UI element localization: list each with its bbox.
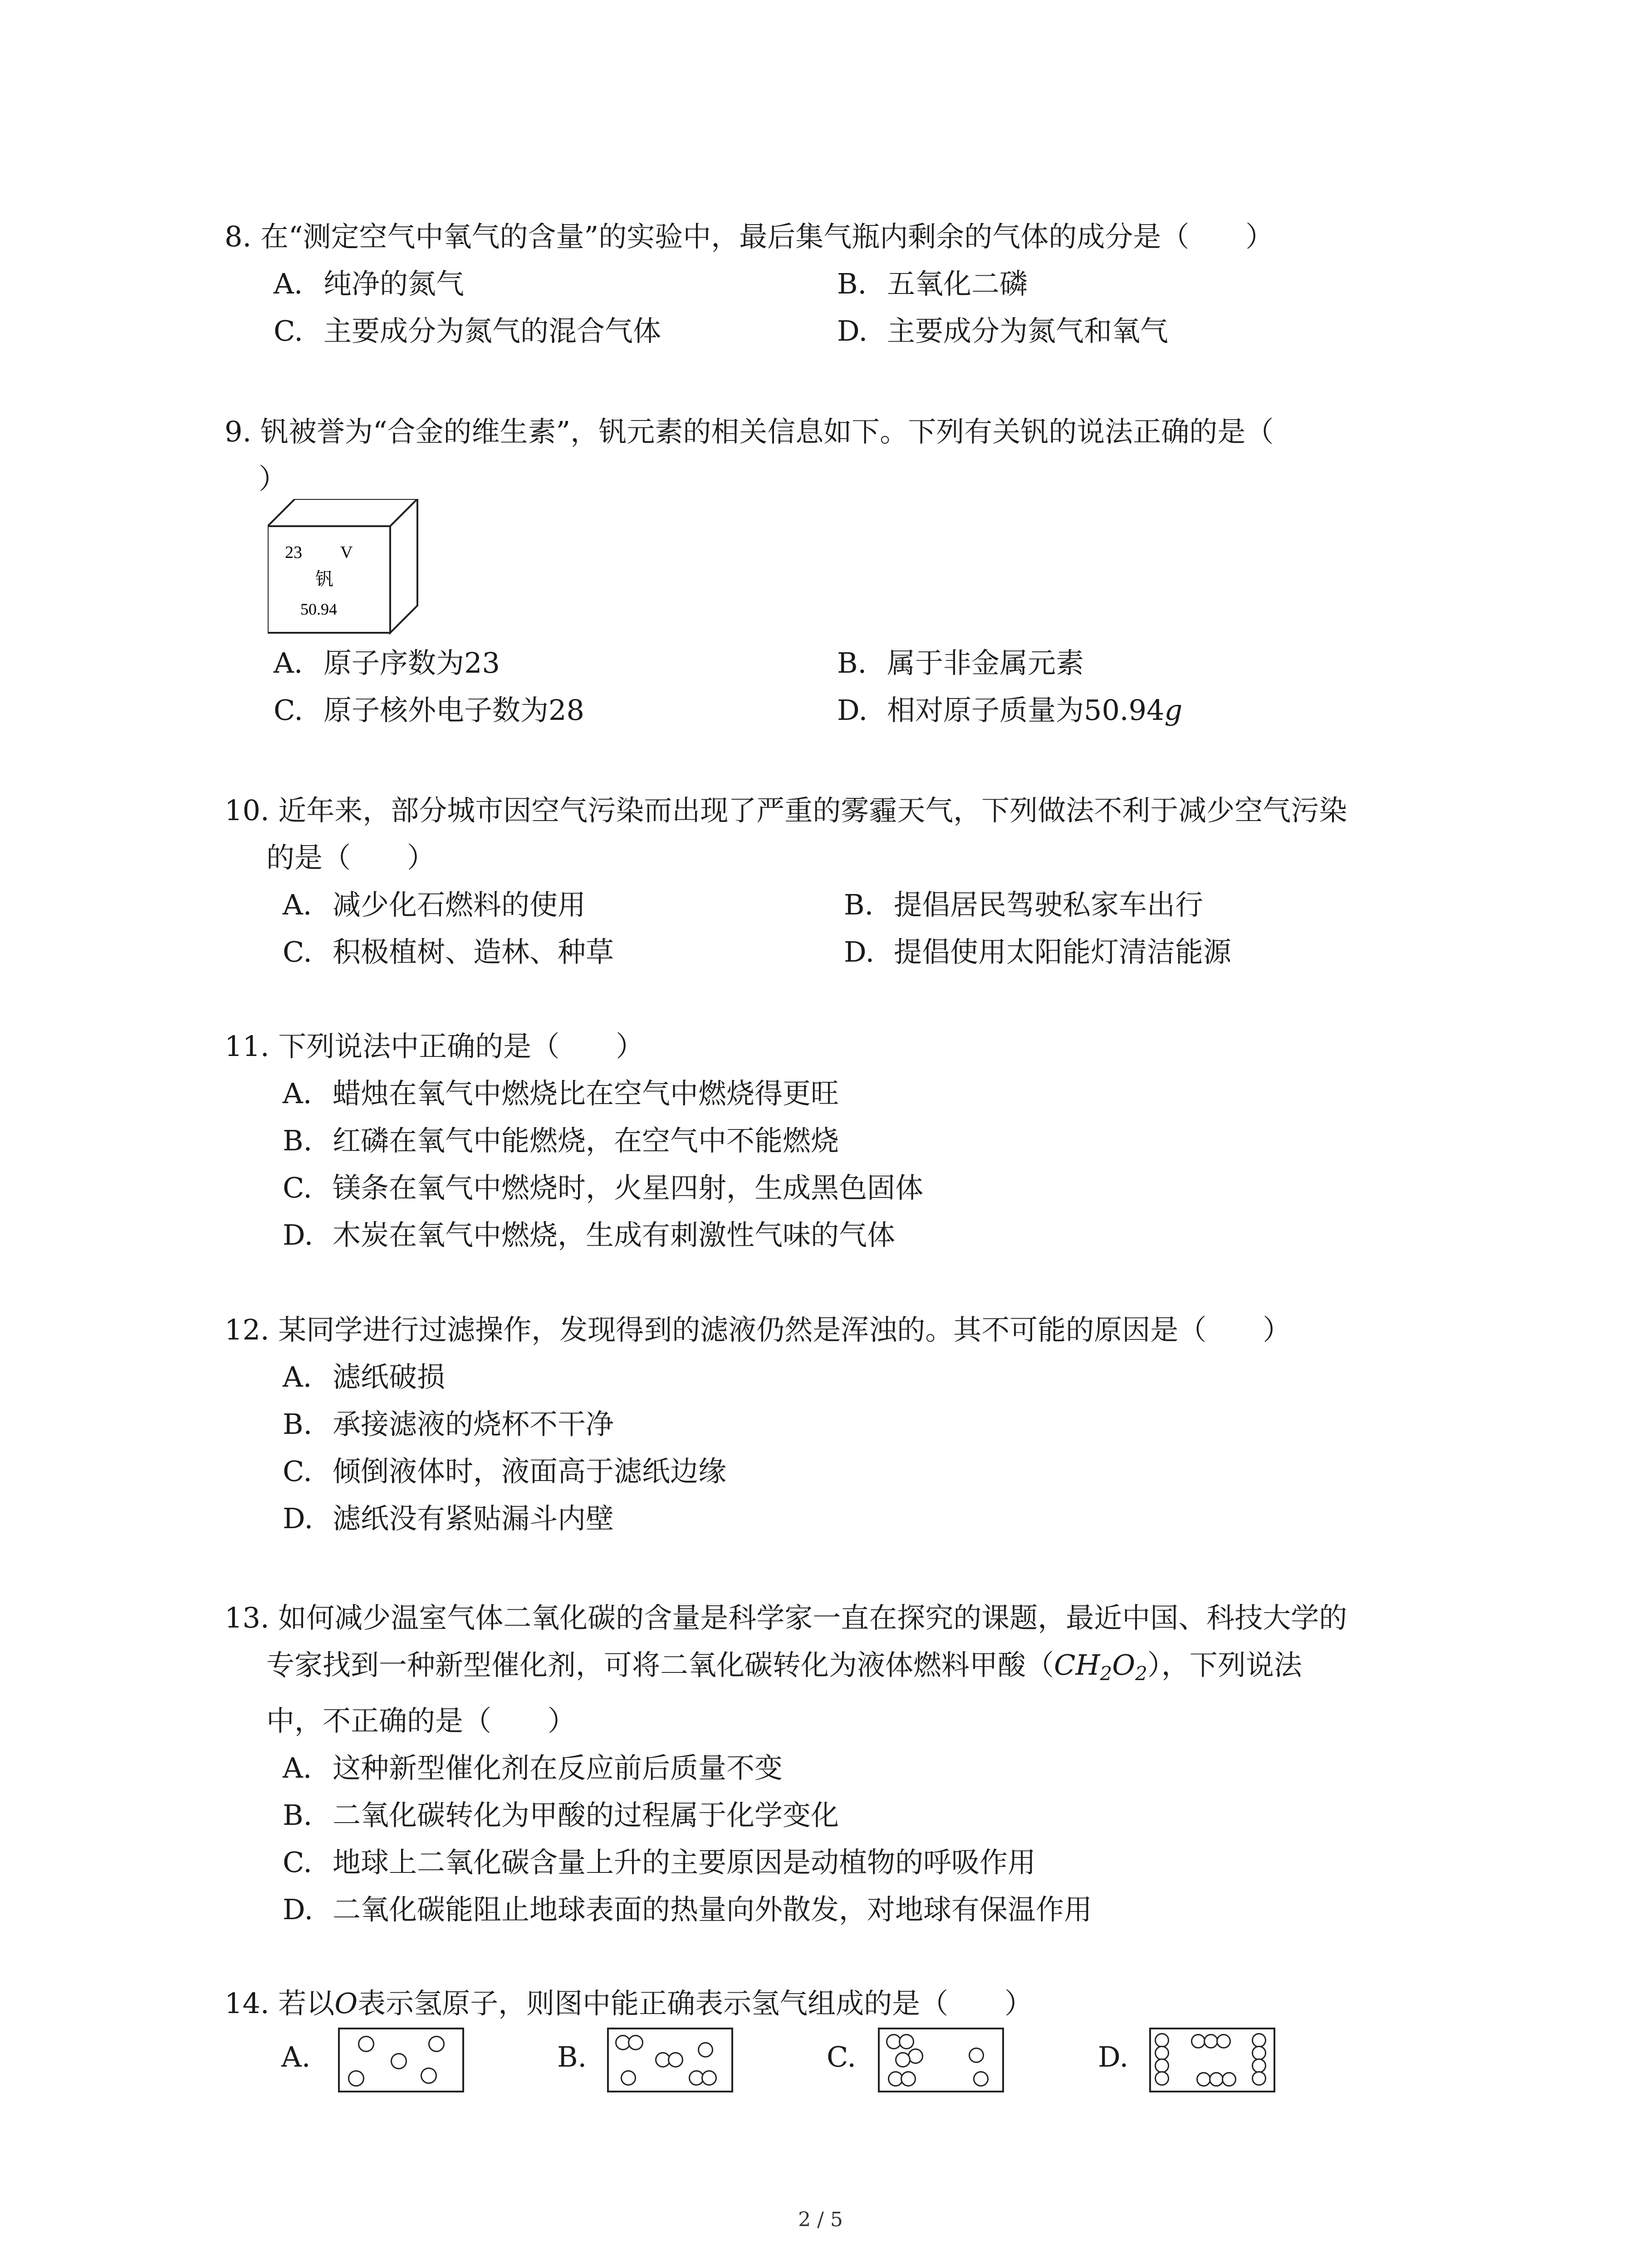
option-c-diagram[interactable] (878, 2028, 1004, 2092)
question-stem-continued: ） (259, 462, 287, 495)
page-number: 2 / 5 (798, 2208, 843, 2231)
option-d[interactable]: D. 主要成分为氮气和氧气 (837, 314, 1169, 347)
hydrogen-atom (895, 2052, 911, 2068)
option-c[interactable]: C. 原子核外电子数为28 (274, 694, 584, 727)
option-row (225, 687, 1450, 734)
atomic-mass: 50.94 (300, 600, 337, 618)
option-a-label[interactable]: A. (281, 2040, 311, 2073)
option-b[interactable]: B. 提倡居民驾驶私家车出行 (844, 888, 1204, 921)
hydrogen-atom (358, 2036, 374, 2052)
hydrogen-atom (701, 2070, 717, 2086)
question-stem: 8. 在“测定空气中氧气的含量”的实验中，最后集气瓶内剩余的气体的成分是（ ） (225, 220, 1274, 253)
question-12 (225, 1306, 1450, 1542)
option-b[interactable]: B. 红磷在氧气中能燃烧，在空气中不能燃烧 (283, 1124, 839, 1157)
question-stem-continued: 专家找到一种新型催化剂，可将二氧化碳转化为液体燃料甲酸$(CH_2O_2)$，下列说法 (266, 1648, 1302, 1685)
option-b[interactable]: B. 五氧化二磷 (837, 267, 1028, 300)
formula-subscript: 2 (1135, 1662, 1147, 1685)
option-d[interactable]: D. 二氧化碳能阻止地球表面的热量向外散发，对地球有保温作用 (283, 1893, 1092, 1926)
question-stem: 11. 下列说法中正确的是（ ） (225, 1030, 644, 1063)
option-row (225, 881, 1450, 929)
option-d-label[interactable]: D. (1098, 2040, 1129, 2073)
option-c[interactable]: C. 地球上二氧化碳含量上升的主要原因是动植物的呼吸作用 (283, 1846, 1036, 1879)
hydrogen-atom (901, 2071, 916, 2087)
hydrogen-atom (428, 2036, 445, 2052)
question-8 (225, 213, 1450, 355)
option-b[interactable]: B. 二氧化碳转化为甲酸的过程属于化学变化 (283, 1799, 839, 1832)
option-b-diagram[interactable] (607, 2028, 733, 2092)
hydrogen-atom (348, 2070, 364, 2087)
option-c-label[interactable]: C. (827, 2040, 856, 2073)
hydrogen-atom (628, 2035, 643, 2050)
hydrogen-atom (698, 2042, 713, 2058)
question-stem: 14. 若以O表示氢原子，则图中能正确表示氢气组成的是（ ） (225, 1987, 1033, 2020)
question-9 (225, 408, 1450, 503)
option-b[interactable]: B. 属于非金属元素 (837, 646, 1084, 679)
hydrogen-atom (621, 2070, 636, 2086)
option-row (225, 308, 1450, 355)
option-a[interactable]: A. 滤纸破损 (283, 1360, 446, 1393)
question-stem: 10. 近年来，部分城市因空气污染而出现了严重的雾霾天气，下列做法不利于减少空气污染 (225, 794, 1347, 827)
formula-subscript: 2 (1100, 1662, 1112, 1685)
option-a[interactable]: A. 纯净的氮气 (274, 267, 465, 300)
option-d[interactable]: D. 提倡使用太阳能灯清洁能源 (844, 935, 1232, 968)
option-b[interactable]: B. 承接滤液的烧杯不干净 (283, 1408, 614, 1441)
option-d[interactable]: D. 木炭在氧气中燃烧，生成有刺激性气味的气体 (283, 1218, 896, 1251)
option-b-label[interactable]: B. (557, 2040, 587, 2073)
option-d[interactable]: D. 相对原子质量为50.94g (837, 694, 1183, 727)
hydrogen-atom-symbol: O (334, 1987, 358, 2020)
formula-o: O (1112, 1648, 1136, 1681)
option-c[interactable]: C. 倾倒液体时，液面高于滤纸边缘 (283, 1455, 727, 1488)
option-d[interactable]: D. 滤纸没有紧贴漏斗内壁 (283, 1502, 614, 1535)
hydrogen-atom (1222, 2072, 1236, 2087)
atomic-number: 23 (285, 543, 302, 562)
option-row (225, 929, 1450, 976)
question-10 (225, 787, 1450, 976)
question-stem: 13. 如何减少温室气体二氧化碳的含量是科学家一直在探究的课题，最近中国、科技大学的 (225, 1601, 1347, 1634)
question-9-options (225, 640, 1450, 734)
option-c[interactable]: C. 积极植树、造林、种草 (283, 935, 614, 968)
unit-g: g (1164, 694, 1183, 727)
option-a[interactable]: A. 原子序数为23 (274, 646, 500, 679)
element-name: 钒 (315, 569, 333, 590)
option-a-diagram[interactable] (338, 2028, 464, 2092)
question-stem: 12. 某同学进行过滤操作，发现得到的滤液仍然是浑浊的。其不可能的原因是（ ） (225, 1313, 1291, 1346)
hydrogen-atom (1155, 2071, 1169, 2086)
option-c[interactable]: C. 主要成分为氮气的混合气体 (274, 314, 661, 347)
hydrogen-atom (899, 2034, 914, 2049)
element-symbol: V (340, 543, 353, 562)
question-stem-continued: 中，不正确的是（ ） (266, 1704, 576, 1737)
question-11 (225, 1023, 1450, 1259)
hydrogen-atom (668, 2052, 683, 2068)
option-c[interactable]: C. 镁条在氧气中燃烧时，火星四射，生成黑色固体 (283, 1171, 924, 1204)
hydrogen-atom (391, 2053, 407, 2069)
option-a[interactable]: A. 蜡烛在氧气中燃烧比在空气中燃烧得更旺 (283, 1077, 839, 1110)
formula-ch: CH (1054, 1648, 1100, 1681)
option-a[interactable]: A. 减少化石燃料的使用 (283, 888, 586, 921)
hydrogen-atom (1252, 2071, 1266, 2086)
option-row (225, 640, 1450, 687)
element-cube-figure (268, 499, 422, 635)
question-stem-continued: 的是（ ） (266, 841, 436, 874)
hydrogen-atom (421, 2068, 437, 2084)
hydrogen-atom (973, 2071, 989, 2087)
option-d-diagram[interactable] (1149, 2028, 1275, 2092)
option-row (225, 260, 1450, 308)
hydrogen-atom (1216, 2034, 1231, 2048)
hydrogen-atom (969, 2048, 984, 2063)
question-13 (225, 1594, 1450, 1933)
option-a[interactable]: A. 这种新型催化剂在反应前后质量不变 (283, 1751, 783, 1784)
question-14 (225, 1980, 1450, 2027)
question-stem: 9. 钒被誉为“合金的维生素”，钒元素的相关信息如下。下列有关钒的说法正确的是（ (225, 415, 1274, 448)
